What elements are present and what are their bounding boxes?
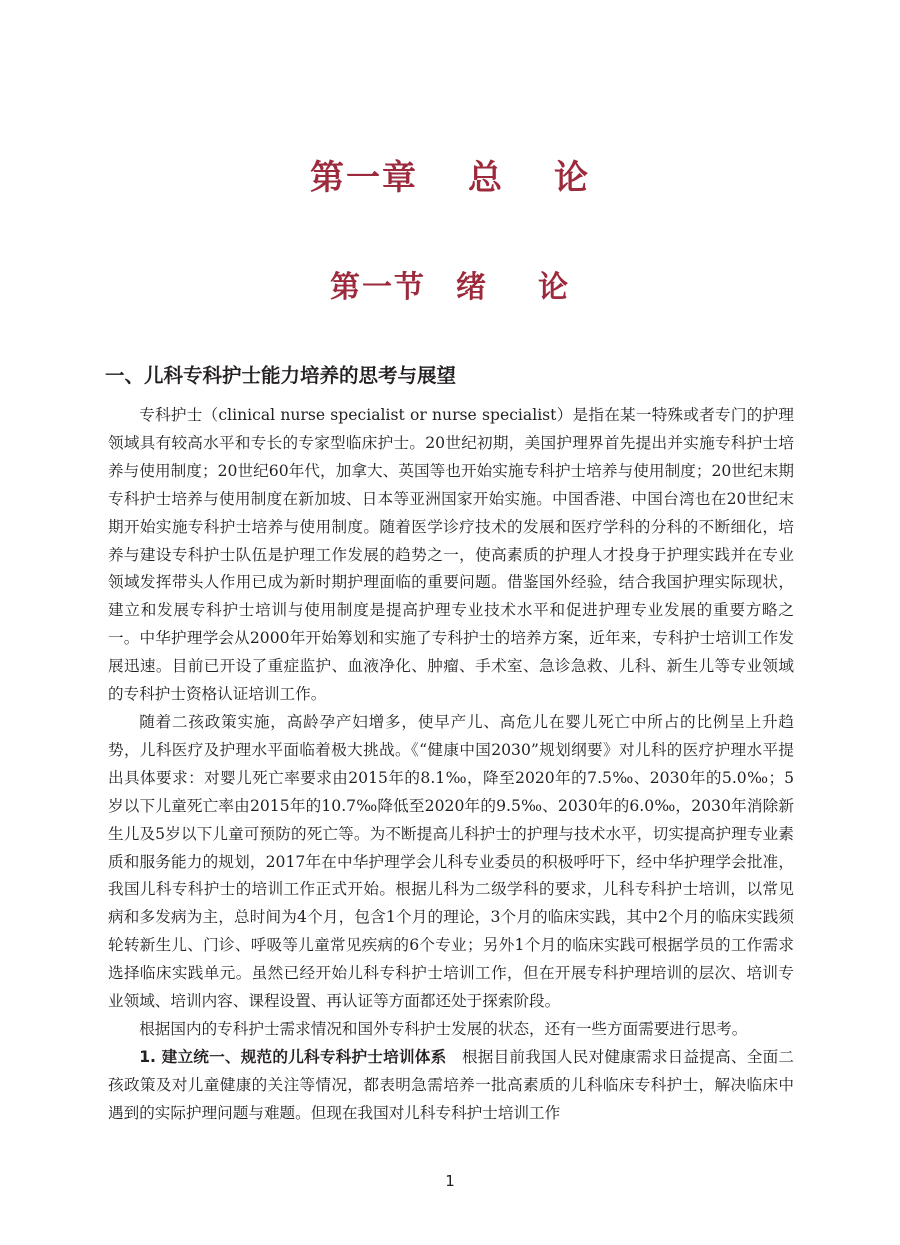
section-word-2: 论 bbox=[538, 270, 570, 305]
chapter-word-1: 总 bbox=[468, 158, 504, 198]
section-word-1: 绪 bbox=[456, 270, 488, 305]
paragraph-3: 根据国内的专科护士需求情况和国外专科护士发展的状态，还有一些方面需要进行思考。 bbox=[139, 1019, 748, 1038]
paragraph-4 bbox=[108, 1044, 794, 1128]
chapter-title bbox=[0, 150, 900, 199]
body-text bbox=[108, 402, 794, 1128]
paragraph-1: 专科护士（clinical nurse specialist or nurse specialist）是指在某一特殊或者专门的护理领域具有较高水平和专长的专家型临床护士。20世纪初期，美国护理界首先提出并实施专科护士培养与使用制度；20世纪60年代，加拿大、英国等也开始实施专科护士培养与使用制度；20世纪末期专科护士培养与使用制度在新加坡、日本等亚洲国家开始实施。中国香港、中国台湾也在20世纪末期开始实施专科护士培养与使用制度。随着医学诊疗技术的发展和医疗学科的分科的不断细化，培养与建设专科护士队伍是护理工作发展的趋势之一，使高素质的护理人才投身于护理实践并在专业领域发挥带头人作用已成为新时期护理面临的重要问题。借鉴国外经验，结合我国护理实际现状，建立和发展专科护士培训与使用制度是提高护理专业技术水平和促进护理专业发展的重要方略之一。中华护理学会从2000年开始筹划和实施了专科护士的培养方案，近年来，专科护士培训工作发展迅速。目前已开设了重症监护、血液净化、肿瘤、手术室、急诊急救、儿科、新生儿等专业领域的专科护士资格认证培训工作。 bbox=[108, 406, 794, 704]
subheading: 一、儿科专科护士能力培养的思考与展望 bbox=[105, 364, 457, 387]
page-number: 1 bbox=[445, 1172, 455, 1190]
point-1-text: 根据目前我国人民对健康需求日益提高、全面二孩政策及对儿童健康的关注等情况，都表明急需培养一批高素质的儿科临床专科护士，解决临床中遇到的实际护理问题与难题。但现在我国对儿科专科护士培训工作 bbox=[108, 1047, 794, 1122]
paragraph-2: 随着二孩政策实施，高龄孕产妇增多，使早产儿、高危儿在婴儿死亡中所占的比例呈上升趋势，儿科医疗及护理水平面临着极大挑战。《“健康中国2030”规划纲要》对儿科的医疗护理水平提出具体要求：对婴儿死亡率要求由2015年的8.1‰，降至2020年的7.5‰、2030年的5.0‰；5岁以下儿童死亡率由2015年的10.7‰降低至2020年的9.5‰、2030年的6.0‰，2030年消除新生儿及5岁以下儿童可预防的死亡等。为不断提高儿科护士的护理与技术水平，切实提高护理专业素质和服务能力的规划，2017年在中华护理学会儿科专业委员的积极呼吁下，经中华护理学会批准，我国儿科专科护士的培训工作正式开始。根据儿科为二级学科的要求，儿科专科护士培训，以常见病和多发病为主，总时间为4个月，包含1个月的理论，3个月的临床实践，其中2个月的临床实践须轮转新生儿、门诊、呼吸等儿童常见疾病的6个专业；另外1个月的临床实践可根据学员的工作需求选择临床实践单元。虽然已经开始儿科专科护士培训工作，但在开展专科护理培训的层次、培训专业领域、培训内容、课程设置、再认证等方面都还处于探索阶段。 bbox=[108, 712, 794, 1011]
section-title bbox=[0, 262, 900, 306]
chapter-word-2: 论 bbox=[554, 158, 590, 198]
section-number: 第一节 bbox=[330, 270, 426, 305]
chapter-number: 第一章 bbox=[310, 158, 418, 198]
point-1-lead: 1. 建立统一、规范的儿科专科护士培训体系 bbox=[139, 1047, 447, 1066]
